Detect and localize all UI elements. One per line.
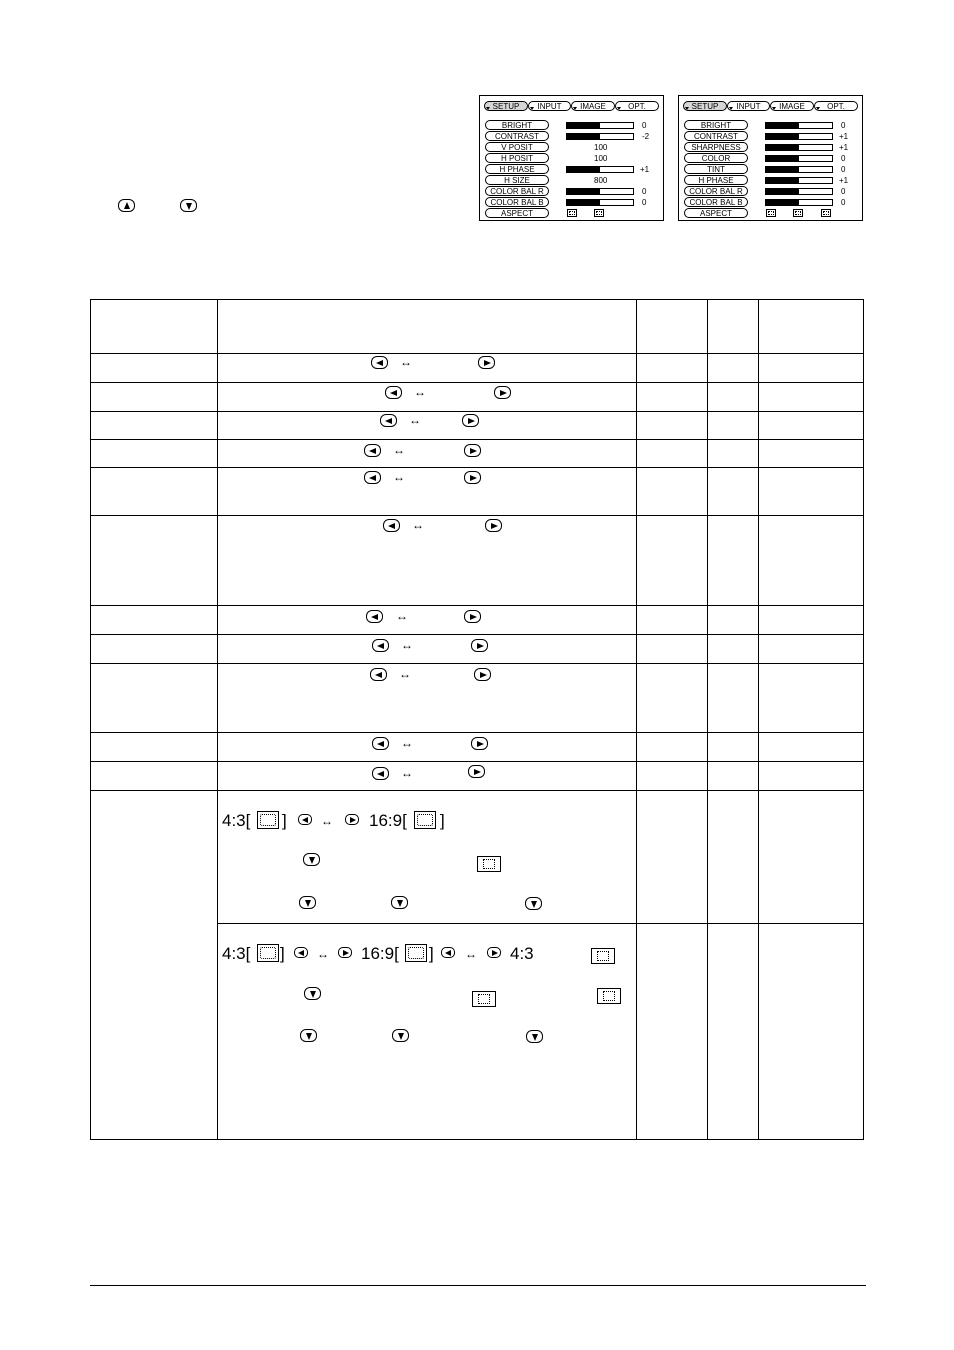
- osd-item-color-bal-b[interactable]: COLOR BAL B: [485, 197, 549, 207]
- row-divider: [91, 382, 863, 383]
- double-arrow-icon: ↔: [393, 470, 405, 484]
- osd-value-color-bal-b: 0: [841, 198, 846, 207]
- osd-tab-setup[interactable]: SETUP: [683, 101, 727, 111]
- right-key-icon: [464, 471, 481, 484]
- osd-value-bright: 0: [642, 121, 647, 130]
- aspect-16-9-icon[interactable]: [793, 209, 803, 217]
- osd-menu-rgb: [479, 95, 664, 221]
- aspect-16-9-screen-icon: [477, 856, 501, 872]
- bracket-close: ]: [440, 811, 445, 830]
- osd-value-color-bal-r: 0: [841, 187, 846, 196]
- osd-tab-setup[interactable]: SETUP: [484, 101, 528, 111]
- right-key-icon: [345, 814, 359, 825]
- osd-bar-color-bal-b[interactable]: [765, 199, 833, 206]
- osd-item-h-phase[interactable]: H PHASE: [684, 175, 748, 185]
- osd-menu-video: [678, 95, 863, 221]
- down-key-icon: [526, 1030, 543, 1043]
- osd-bar-color[interactable]: [765, 155, 833, 162]
- right-key-icon: [485, 519, 502, 532]
- osd-value-contrast: +1: [839, 132, 849, 141]
- osd-value-color-bal-r: 0: [642, 187, 647, 196]
- osd-value-color-bal-b: 0: [642, 198, 647, 207]
- osd-value-h-phase: +1: [839, 176, 849, 185]
- osd-item-color-bal-b[interactable]: COLOR BAL B: [684, 197, 748, 207]
- right-key-icon: [474, 668, 491, 681]
- osd-value-h-phase: +1: [640, 165, 650, 174]
- osd-item-v-posit[interactable]: V POSIT: [485, 142, 549, 152]
- bracket-close: ]: [282, 811, 287, 830]
- left-key-icon: [366, 610, 383, 623]
- down-key-icon: [303, 853, 320, 866]
- double-arrow-icon: ↔: [399, 667, 411, 681]
- left-key-icon: [371, 356, 388, 369]
- right-key-icon: [464, 610, 481, 623]
- osd-item-bright[interactable]: BRIGHT: [684, 120, 748, 130]
- row-divider: [91, 732, 863, 733]
- bracket-close: ]: [429, 944, 434, 963]
- osd-item-contrast[interactable]: CONTRAST: [485, 131, 549, 141]
- osd-bar-contrast[interactable]: [765, 133, 833, 140]
- row-divider: [91, 515, 863, 516]
- right-key-icon: [478, 356, 495, 369]
- left-key-icon: [294, 947, 308, 958]
- osd-tab-opt[interactable]: OPT.: [814, 101, 858, 111]
- osd-item-h-phase[interactable]: H PHASE: [485, 164, 549, 174]
- aspect-zoom-icon[interactable]: [821, 209, 831, 217]
- down-key-icon: [391, 896, 408, 909]
- osd-item-aspect[interactable]: ASPECT: [684, 208, 748, 218]
- down-key-icon: [304, 987, 321, 1000]
- aspect-4-3-icon: [257, 811, 279, 829]
- right-key-icon: [338, 947, 352, 958]
- osd-item-sharpness[interactable]: SHARPNESS: [684, 142, 748, 152]
- row-divider: [91, 605, 863, 606]
- right-key-icon: [487, 947, 501, 958]
- double-arrow-icon: ↔: [401, 638, 413, 652]
- double-arrow-icon: ↔: [412, 518, 424, 532]
- osd-item-bright[interactable]: BRIGHT: [485, 120, 549, 130]
- row-divider: [91, 411, 863, 412]
- double-arrow-icon: ↔: [396, 609, 408, 623]
- double-arrow-icon: ↔: [400, 355, 412, 369]
- right-key-icon: [494, 386, 511, 399]
- row-divider: [91, 467, 863, 468]
- aspect-4-3-label: 4:3[: [222, 811, 251, 830]
- osd-item-color-bal-r[interactable]: COLOR BAL R: [684, 186, 748, 196]
- row-divider: [91, 790, 863, 791]
- down-key-icon: [525, 897, 542, 910]
- column-divider: [636, 300, 637, 1139]
- right-key-icon: [471, 639, 488, 652]
- right-key-icon: [468, 765, 485, 778]
- column-divider: [707, 300, 708, 1139]
- osd-value-contrast: -2: [642, 132, 650, 141]
- osd-bar-sharpness[interactable]: [765, 144, 833, 151]
- aspect-4-3-zoom-label: 4:3: [510, 944, 534, 963]
- double-arrow-icon: ↔: [465, 947, 477, 961]
- osd-value-color: 0: [841, 154, 846, 163]
- aspect-16-9-screen-icon: [472, 991, 496, 1007]
- row-divider: [91, 439, 863, 440]
- left-key-icon: [385, 386, 402, 399]
- osd-item-h-size[interactable]: H SIZE: [485, 175, 549, 185]
- aspect-zoom-screen-icon: [597, 988, 621, 1004]
- double-arrow-icon: ↔: [393, 443, 405, 457]
- aspect-4-3-icon[interactable]: [567, 209, 577, 217]
- down-key-icon: [299, 896, 316, 909]
- osd-bar-color-bal-r[interactable]: [566, 188, 634, 195]
- aspect-16-9-label: 16:9[: [369, 811, 407, 830]
- left-key-icon: [298, 814, 312, 825]
- osd-bar-tint[interactable]: [765, 166, 833, 173]
- double-arrow-icon: ↔: [401, 736, 413, 750]
- osd-value-sharpness: +1: [839, 143, 849, 152]
- right-key-icon: [471, 737, 488, 750]
- aspect-16-9-label: 16:9[: [361, 944, 399, 963]
- double-arrow-icon: ↔: [409, 413, 421, 427]
- row-divider: [91, 353, 863, 354]
- row-divider: [217, 923, 863, 924]
- right-key-icon: [464, 444, 481, 457]
- double-arrow-icon: ↔: [317, 947, 329, 961]
- osd-value-v-posit: 100: [594, 143, 608, 152]
- osd-bar-h-phase[interactable]: [566, 166, 634, 173]
- osd-bar-bright[interactable]: [566, 122, 634, 129]
- left-key-icon: [372, 767, 389, 780]
- aspect-4-3-icon: [257, 944, 279, 962]
- column-divider: [758, 300, 759, 1139]
- aspect-16-9-icon: [414, 811, 436, 829]
- osd-value-tint: 0: [841, 165, 846, 174]
- osd-bar-h-phase[interactable]: [765, 177, 833, 184]
- left-key-icon: [372, 737, 389, 750]
- left-key-icon: [380, 414, 397, 427]
- down-key-icon: [392, 1029, 409, 1042]
- left-key-icon: [441, 947, 455, 958]
- aspect-4-3-icon[interactable]: [766, 209, 776, 217]
- up-key-icon: [118, 199, 135, 212]
- left-key-icon: [364, 444, 381, 457]
- left-key-icon: [372, 639, 389, 652]
- bracket-close: ]: [280, 944, 285, 963]
- down-key-icon: [300, 1029, 317, 1042]
- osd-item-h-posit[interactable]: H POSIT: [485, 153, 549, 163]
- aspect-16-9-icon[interactable]: [594, 209, 604, 217]
- osd-tab-opt[interactable]: OPT.: [615, 101, 659, 111]
- double-arrow-icon: ↔: [414, 385, 426, 399]
- osd-value-h-size: 800: [594, 176, 608, 185]
- aspect-zoom-icon: [591, 948, 615, 964]
- osd-tab-image[interactable]: IMAGE: [571, 101, 615, 111]
- osd-value-bright: 0: [841, 121, 846, 130]
- osd-item-color-bal-r[interactable]: COLOR BAL R: [485, 186, 549, 196]
- left-key-icon: [383, 519, 400, 532]
- row-divider: [91, 634, 863, 635]
- osd-bar-color-bal-r[interactable]: [765, 188, 833, 195]
- osd-bar-contrast[interactable]: [566, 133, 634, 140]
- osd-item-tint[interactable]: TINT: [684, 164, 748, 174]
- down-key-icon: [180, 199, 197, 212]
- column-divider: [217, 300, 218, 1139]
- left-key-icon: [364, 471, 381, 484]
- osd-item-color[interactable]: COLOR: [684, 153, 748, 163]
- osd-value-h-posit: 100: [594, 154, 608, 163]
- aspect-4-3-label: 4:3[: [222, 944, 251, 963]
- row-divider: [91, 663, 863, 664]
- double-arrow-icon: ↔: [401, 766, 413, 780]
- osd-bar-bright[interactable]: [765, 122, 833, 129]
- osd-bar-color-bal-b[interactable]: [566, 199, 634, 206]
- aspect-16-9-icon: [405, 944, 427, 962]
- footer-rule: [90, 1285, 866, 1286]
- osd-item-contrast[interactable]: CONTRAST: [684, 131, 748, 141]
- left-key-icon: [370, 668, 387, 681]
- osd-tab-input[interactable]: INPUT: [528, 101, 571, 111]
- right-key-icon: [462, 414, 479, 427]
- osd-item-aspect[interactable]: ASPECT: [485, 208, 549, 218]
- double-arrow-icon: ↔: [321, 814, 333, 828]
- row-divider: [91, 761, 863, 762]
- osd-tab-input[interactable]: INPUT: [727, 101, 770, 111]
- osd-tab-image[interactable]: IMAGE: [770, 101, 814, 111]
